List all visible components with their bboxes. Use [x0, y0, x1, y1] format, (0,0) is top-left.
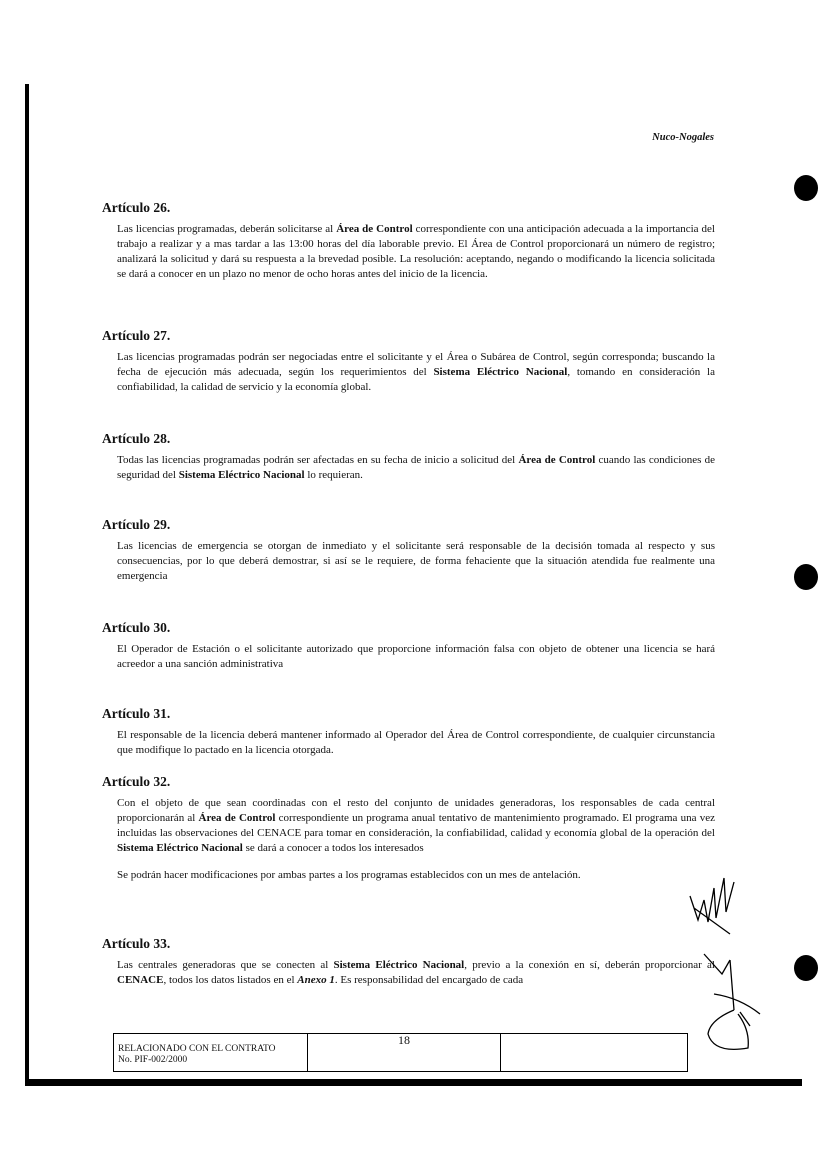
article-heading: Artículo 29. [102, 517, 171, 532]
text-run: , todos los datos listados en el [163, 974, 298, 986]
article-heading: Artículo 28. [102, 431, 171, 446]
text-run: . Es responsabilidad del encargado de cada [334, 974, 524, 986]
text-run: Con el objeto de que sean coordinadas con el resto del conjunto de unidades generadoras, los responsables de cada central proporcionarán al [117, 797, 715, 824]
article-29 [102, 517, 742, 584]
article-paragraph [117, 350, 715, 395]
emphasized-term: Sistema Eléctrico Nacional [433, 366, 568, 378]
text-run: se dará a conocer a todos los interesados [242, 842, 424, 854]
article-paragraph [117, 642, 715, 672]
article-28 [102, 431, 742, 483]
scan-bottom-border [25, 1079, 802, 1086]
footer-table [113, 1033, 688, 1072]
text-run: El responsable de la licencia deberá mantener informado al Operador del Área de Control correspondiente, de cualquier circunstancia que modifique lo pactado en la licencia otorgada. [117, 729, 715, 756]
article-paragraph [117, 796, 715, 856]
emphasized-term: Área de Control [198, 812, 276, 824]
article-paragraph [117, 868, 715, 883]
text-run: Las centrales generadoras que se conecten al [117, 959, 334, 971]
article-31 [102, 706, 742, 758]
text-run: Se podrán hacer modificaciones por ambas partes a los programas establecidos con un mes de antelación. [117, 869, 581, 881]
contract-number: No. PIF-002/2000 [118, 1055, 188, 1065]
article-paragraph [117, 958, 715, 988]
page-number: 18 [308, 1034, 501, 1071]
article-heading: Artículo 26. [102, 200, 171, 215]
text-run: Las licencias programadas podrán ser negociadas entre el solicitante y el Área o Subárea de Control, según corresponda; buscando la fecha de ejecución más adecuada, según los requerimientos del [117, 351, 715, 378]
punch-hole [794, 564, 818, 590]
article-heading: Artículo 33. [102, 936, 171, 951]
article-30 [102, 620, 742, 672]
text-run: Las licencias programadas, deberán solicitarse al [117, 223, 337, 235]
emphasized-term: Sistema Eléctrico Nacional [333, 959, 465, 971]
emphasized-term: Área de Control [518, 454, 596, 466]
punch-hole [794, 955, 818, 981]
emphasized-term: CENACE [117, 974, 164, 986]
text-run: cuando las condiciones de seguridad del [117, 454, 715, 481]
article-32 [102, 774, 742, 883]
contract-label: RELACIONADO CON EL CONTRATO [118, 1044, 276, 1054]
text-run: lo requieran. [304, 469, 363, 481]
footer-empty-cell [501, 1034, 687, 1071]
article-heading: Artículo 31. [102, 706, 171, 721]
emphasized-term: Anexo 1 [297, 974, 335, 986]
scan-left-border [25, 84, 29, 1084]
article-26 [102, 200, 742, 282]
article-heading: Artículo 32. [102, 774, 171, 789]
article-27 [102, 328, 742, 395]
article-heading: Artículo 30. [102, 620, 171, 635]
article-heading: Artículo 27. [102, 328, 171, 343]
article-33 [102, 936, 742, 988]
article-paragraph [117, 222, 715, 282]
emphasized-term: Área de Control [336, 223, 413, 235]
text-run: correspondiente un programa anual tentativo de mantenimiento programado. El programa una vez incluidas las observaciones del CENACE para tomar en consideración, la confiabilidad, calidad y economía global de la operación del [117, 812, 715, 839]
emphasized-term: Sistema Eléctrico Nacional [178, 469, 305, 481]
article-paragraph [117, 453, 715, 483]
article-paragraph [117, 728, 715, 758]
signature-initials [684, 868, 740, 940]
punch-hole [794, 175, 818, 201]
text-run: Todas las licencias programadas podrán ser afectadas en su fecha de inicio a solicitud del [117, 454, 519, 466]
text-run: , tomando en consideración la confiabilidad, la calidad de servicio y la economía global. [117, 366, 715, 393]
article-paragraph [117, 539, 715, 584]
text-run: correspondiente con una anticipación adecuada a la importancia del trabajo a realizar y a mas tardar a las 13:00 horas del día laborable previo. El Área de Control proporcionará un número de registro; analizará la solicitud y dará su respuesta a la brevedad posible. La resolución: aceptando, negando o modificando la licencia solicitada se dará a conocer en un plazo no menor de ocho horas antes del inicio de la licencia. [117, 223, 715, 280]
page-header: Nuco-Nogales [652, 132, 714, 143]
text-run: Las licencias de emergencia se otorgan de inmediato y el solicitante será responsable de la decisión tomada al respecto y sus consecuencias, por lo que deberá demostrar, si así se le requiere, de forma fehaciente que la situación atendida fue realmente una emergencia [117, 540, 715, 582]
signature [700, 950, 770, 1060]
emphasized-term: Sistema Eléctrico Nacional [117, 842, 243, 854]
contract-reference [114, 1034, 308, 1071]
text-run: , previo a la conexión en sí, deberán proporcionar al [464, 959, 715, 971]
text-run: El Operador de Estación o el solicitante autorizado que proporcione información falsa con objeto de obtener una licencia se hará acreedor a una sanción administrativa [117, 643, 715, 670]
